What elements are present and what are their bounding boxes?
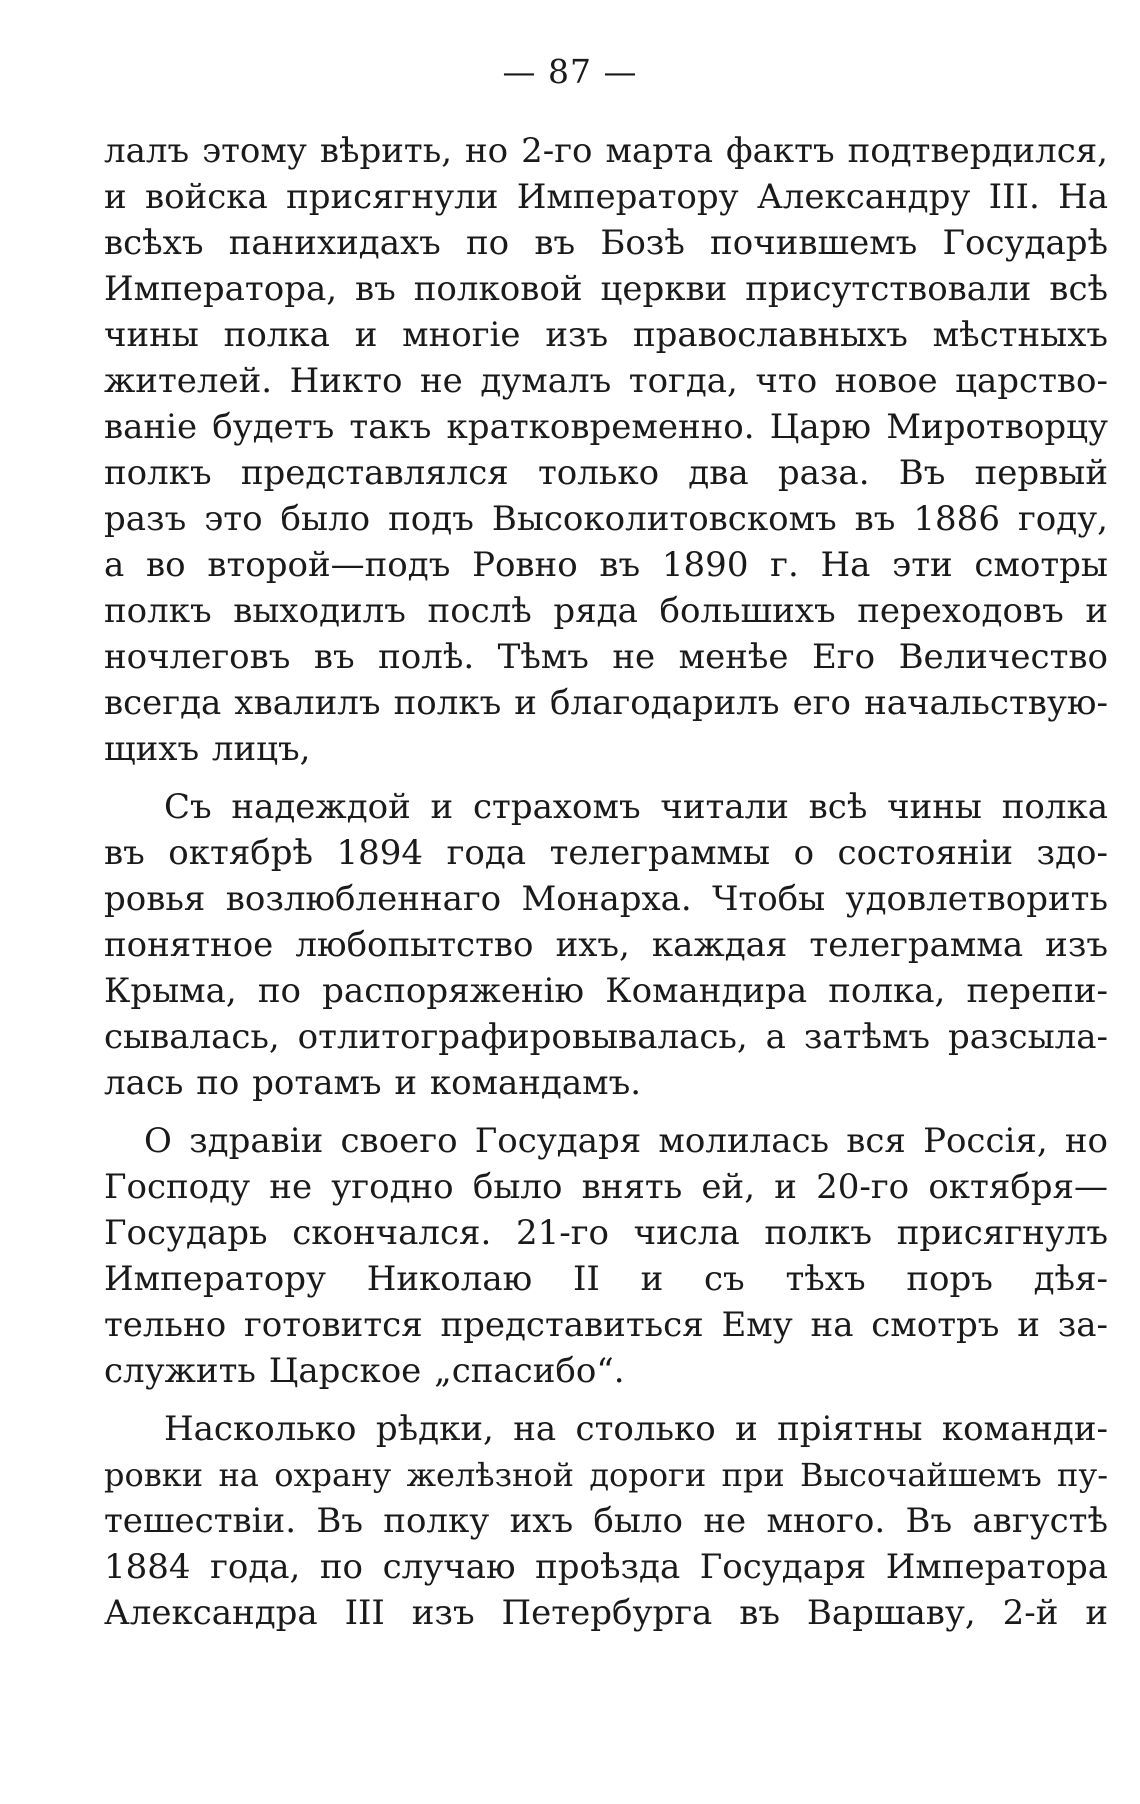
paragraph-gap — [104, 1106, 1108, 1118]
text-line: жителей. Никто не думалъ тогда, что новое царство- — [104, 361, 1108, 401]
text-line: 1884 года, по случаю проѣзда Государя Императора — [104, 1547, 1108, 1587]
text-line: и войска присягнули Императору Александру III. На — [104, 177, 1108, 217]
text-line: а во второй—подъ Ровно въ 1890 г. На эти смотры — [104, 545, 1108, 585]
text-line: Александра III изъ Петербурга въ Варшаву, 2-й и — [104, 1593, 1108, 1633]
text-line: тешествіи. Въ полку ихъ было не много. Въ августѣ — [104, 1501, 1108, 1541]
text-line: Императору Николаю II и съ тѣхъ поръ дѣя- — [104, 1259, 1108, 1299]
text-line: разъ это было подъ Высоколитовскомъ въ 1886 году, — [104, 499, 1108, 539]
text-line: О здравіи своего Государя молилась вся Россія, но — [144, 1121, 1108, 1161]
text-line: Императора, въ полковой церкви присутствовали всѣ — [104, 269, 1108, 309]
text-line: понятное любопытство ихъ, каждая телеграмма изъ — [104, 925, 1108, 965]
text-line: ровки на охрану желѣзной дороги при Высочайшемъ пу- — [104, 1456, 1108, 1494]
text-line: Господу не угодно было внять ей, и 20-го октября— — [104, 1167, 1108, 1207]
text-line: всѣхъ панихидахъ по въ Бозѣ почившемъ Государѣ — [104, 223, 1108, 263]
text-line: Крыма, по распоряженію Командира полка, перепи- — [104, 971, 1108, 1011]
paragraph-gap — [104, 1394, 1108, 1406]
text-line: сывалась, отлитографировывалась, а затѣмъ разсыла- — [104, 1017, 1108, 1057]
text-line: полкъ выходилъ послѣ ряда большихъ переходовъ и — [104, 591, 1108, 631]
text-line: Насколько рѣдки, на столько и пріятны команди- — [164, 1409, 1108, 1449]
text-line: ночлеговъ въ полѣ. Тѣмъ не менѣе Его Величество — [104, 637, 1108, 677]
page-text — [104, 128, 1108, 1636]
text-line: щихъ лицъ, — [104, 729, 311, 769]
paragraph — [104, 128, 1108, 772]
text-line: Государь скончался. 21-го числа полкъ присягнулъ — [104, 1213, 1108, 1253]
paragraph — [104, 784, 1108, 1106]
text-line: Съ надеждой и страхомъ читали всѣ чины полка — [164, 787, 1108, 827]
paragraph-gap — [104, 772, 1108, 784]
text-line: чины полка и многіе изъ православныхъ мѣстныхъ — [104, 315, 1108, 355]
page-number: — 87 — — [502, 52, 638, 91]
text-line: служить Царское „спасибо“. — [104, 1351, 625, 1391]
text-line: ваніе будетъ такъ кратковременно. Царю Миротворцу — [104, 407, 1108, 447]
text-line: въ октябрѣ 1894 года телеграммы о состояніи здо- — [104, 833, 1108, 873]
text-line: ровья возлюбленнаго Монарха. Чтобы удовлетворить — [104, 879, 1108, 919]
paragraph — [104, 1118, 1108, 1394]
text-line: лалъ этому вѣрить, но 2-го марта фактъ подтвердился, — [104, 131, 1108, 171]
text-line: тельно готовится представиться Ему на смотръ и за- — [104, 1305, 1108, 1345]
text-line: всегда хвалилъ полкъ и благодарилъ его начальствую- — [104, 683, 1108, 723]
text-line: лась по ротамъ и командамъ. — [104, 1063, 642, 1103]
text-line: полкъ представлялся только два раза. Въ первый — [104, 453, 1108, 493]
paragraph — [104, 1406, 1108, 1636]
